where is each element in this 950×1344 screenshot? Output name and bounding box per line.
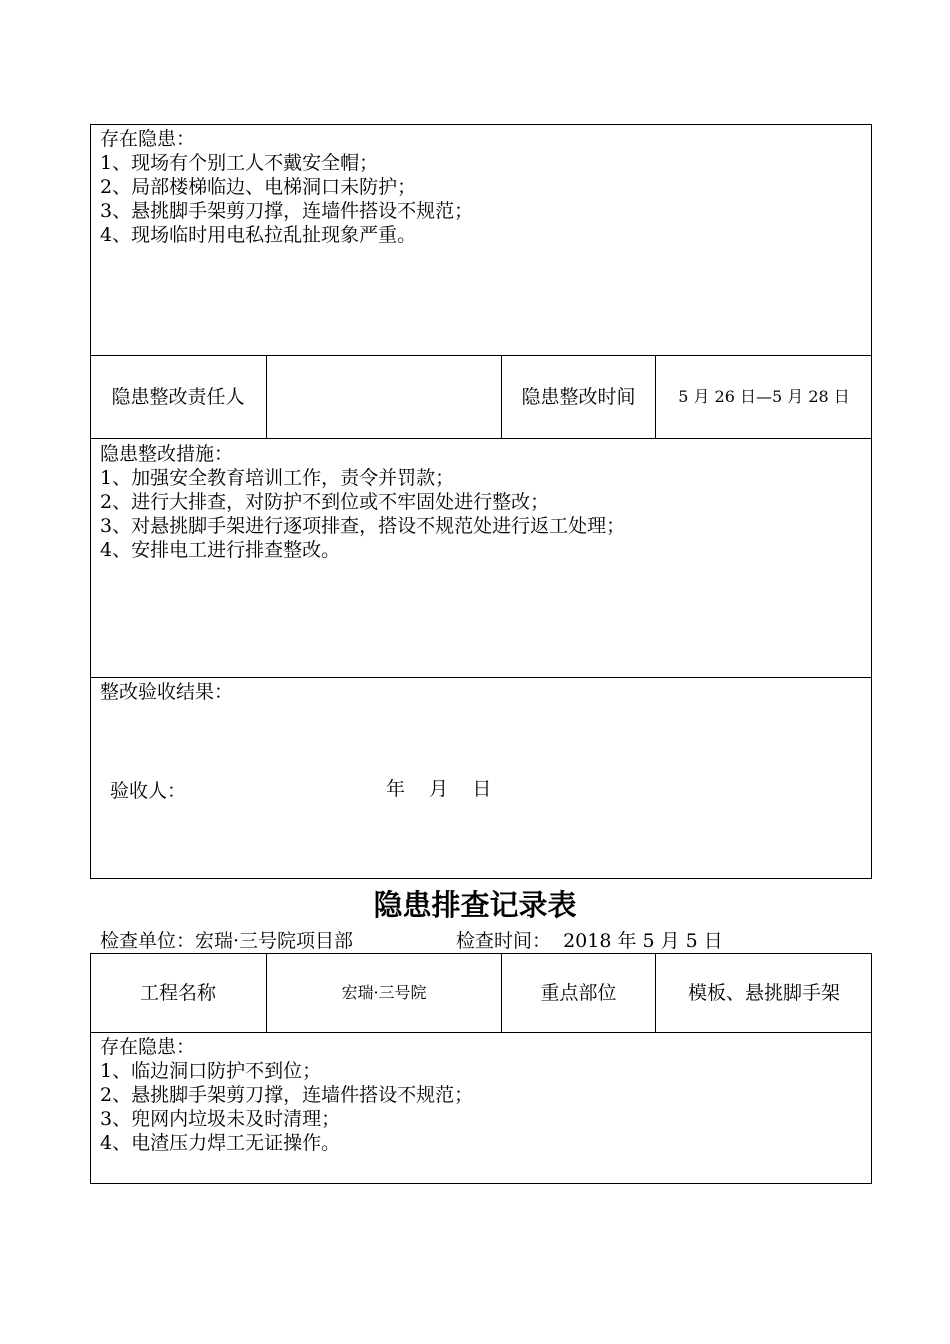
page-title: 隐患排查记录表 [373, 888, 577, 922]
responsible-value [267, 356, 501, 438]
date-label: 年 月 日 [386, 778, 492, 800]
hazards-title: 存在隐患： [100, 128, 196, 150]
result-title: 整改验收结果： [100, 681, 234, 703]
measure-item: 1、加强安全教育培训工作，责令并罚款； [100, 467, 455, 489]
measures-section [100, 442, 625, 562]
key-part-label: 重点部位 [540, 982, 617, 1004]
hazards-title: 存在隐患： [100, 1036, 196, 1058]
hazard-item: 4、电渣压力焊工无证操作。 [100, 1132, 341, 1154]
measure-item: 3、对悬挑脚手架进行逐项排查，搭设不规范处进行返工处理； [100, 515, 626, 537]
hazard-item: 4、现场临时用电私拉乱扯现象严重。 [100, 224, 417, 246]
hazard-item: 2、悬挑脚手架剪刀撑，连墙件搭设不规范； [100, 1084, 474, 1106]
hazards-section-2 [100, 1035, 473, 1155]
measure-item: 2、进行大排查，对防护不到位或不牢固处进行整改； [100, 491, 550, 513]
hazards-section [100, 127, 473, 247]
hazard-item: 3、兜网内垃圾未及时清理； [100, 1108, 341, 1130]
rectify-time-value: 5 月 26 日—5 月 28 日 [678, 387, 850, 406]
project-name-value: 宏瑞·三号院 [341, 983, 427, 1002]
divider [90, 438, 872, 439]
responsible-label: 隐患整改责任人 [111, 386, 245, 408]
hazard-item: 3、悬挑脚手架剪刀撑，连墙件搭设不规范； [100, 200, 474, 222]
measures-title: 隐患整改措施： [100, 443, 234, 465]
divider [90, 677, 872, 678]
project-name-label: 工程名称 [139, 982, 216, 1004]
hazard-item: 1、现场有个别工人不戴安全帽； [100, 152, 379, 174]
hazard-item: 1、临边洞口防护不到位； [100, 1060, 322, 1082]
inspection-time: 检查时间： 2018 年 5 月 5 日 [456, 930, 723, 952]
rectify-time-label: 隐患整改时间 [521, 386, 636, 408]
inspection-unit: 检查单位：宏瑞·三号院项目部 [100, 930, 354, 952]
acceptor-label: 验收人： [110, 780, 187, 802]
measure-item: 4、安排电工进行排查整改。 [100, 539, 341, 561]
hazard-item: 2、局部楼梯临边、电梯洞口未防护； [100, 176, 417, 198]
key-part-value: 模板、悬挑脚手架 [687, 982, 840, 1004]
divider [90, 1032, 872, 1033]
